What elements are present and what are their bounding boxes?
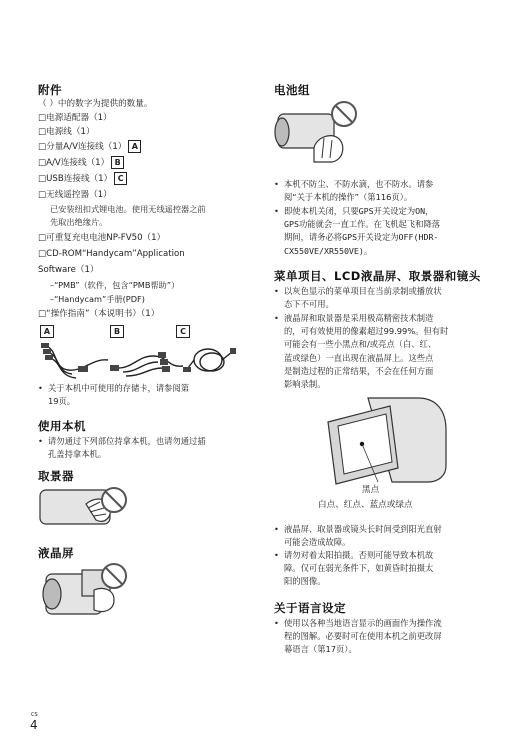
sun-note-1-l2: 可能会造成故障。 [284,537,351,548]
tag-c: C [176,325,190,338]
battery-note-1-l2: 阅“关于本机的操作”（第116页）。 [284,192,413,203]
menu-note-2-l6: 影响录制。 [284,379,326,390]
sun-note-2-l2: 障。仅可在弱光条件下，如黄昏时拍摄太 [284,563,434,574]
use-heading: 使用本机 [38,419,86,433]
language-note-l1: 使用以各种当地语言显示的画面作为操作流 [284,618,442,628]
battery-note-1-l1: 本机不防尘、不防水滴，也不防水。请参 [284,179,434,189]
item-cdrom-2: Software（1） [38,265,99,275]
item-component-cable [38,140,141,155]
page-number: 4 [30,718,38,732]
tag-a-inline: A [128,140,141,153]
menu-note-2-l3: 可能会有一些小黑点和/或亮点（白、红、 [284,339,437,350]
memory-card-note-2: 19页。 [48,396,76,407]
tag-b-inline: B [111,156,124,169]
cables-illustration [38,338,238,384]
sun-note-1-l1: 液晶屏、取景器或镜头长时间受到阳光直射 [284,524,442,534]
item-usb-cable-label: □USB连接线（1） [38,174,113,184]
tag-c-inline: C [114,172,127,185]
item-av-cable-label: □A/V连接线（1） [38,158,110,168]
battery-heading: 电池组 [274,83,310,97]
lcd-grip-illustration [38,560,134,622]
menu-note-2-l2: 的，可有效使用的像素超过99.99%。但有时 [284,326,449,337]
accessories-heading: 附件 [38,83,62,97]
black-dot-label: 黑点 [362,485,380,495]
item-av-cable [38,156,124,171]
viewfinder-grip-illustration [38,484,134,534]
item-component-cable-label: □分量A/V连接线（1） [38,142,127,152]
language-note [274,617,442,657]
menu-note-2 [274,312,448,391]
sun-note-2-l3: 阳的图像。 [284,576,326,587]
battery-grip-illustration [274,98,370,166]
menu-note-2-l5: 是制造过程的正常结果，不会在任何方面 [284,365,434,376]
use-note-1: 请勿通过下列部位持拿本机，也请勿通过插 [48,436,206,446]
language-heading: 关于语言设定 [274,601,346,615]
item-power-cord: □电源线（1） [38,127,95,137]
sun-note-2-l1: 请勿对着太阳拍摄。否则可能导致本机故 [284,550,434,560]
sun-note-2 [274,549,433,589]
item-ac-adaptor: □电源适配器（1） [38,113,112,123]
tag-b: B [110,325,124,338]
tag-a: A [40,325,54,338]
menu-note-1 [274,285,442,311]
menu-note-2-l1: 液晶屏和取景器是采用极高精密技术制造 [284,313,434,323]
menu-note-1-l2: 态下不可用。 [284,299,334,310]
item-operating-guide: □“操作指南”（本说明书）（1） [38,309,160,319]
menu-note-1-l1: 以灰色显示的菜单项目在当前录制或播放状 [284,286,442,296]
item-battery: □可重复充电电池NP-FV50（1） [38,233,166,243]
battery-note-2-l4: CX550VE/XR550VE)。 [284,245,373,256]
battery-note-2-l2: GPS功能就会一直工作。在飞机起飞和降落 [284,219,441,230]
battery-note-2 [274,205,440,258]
item-remote: □无线遥控器（1） [38,190,112,200]
lcd-heading: 液晶屏 [38,546,74,560]
item-remote-note-1: 已安装纽扣式锂电池。使用无线遥控器之前 [50,204,206,214]
language-note-l3: 幕语言（第17页）。 [284,644,357,655]
footer-language-code: CS [31,712,38,718]
battery-note-2-l3: 期间，请务必将GPS开关设定为OFF(HDR- [284,232,439,243]
memory-card-note-1: 关于本机中可使用的存储卡，请参阅第 [48,383,190,393]
item-pmb: –“PMB”（软件，包含“PMB帮助”） [50,280,180,290]
memory-card-note [38,382,189,408]
item-usb-cable [38,172,127,187]
language-note-l2: 程的图解。必要时可在使用本机之前更改屏 [284,631,442,642]
item-handbook: –“Handycam”手册(PDF) [50,294,145,304]
item-remote-note-2: 先取出绝缘片。 [50,217,108,227]
color-dots-label: 白点、红点、蓝点或绿点 [318,500,413,510]
battery-note-2-l1: 即使本机关闭，只要GPS开关设定为ON， [284,206,434,216]
use-note [38,435,206,461]
use-note-2: 孔盖持拿本机。 [48,449,107,460]
battery-note-1 [274,178,433,204]
viewfinder-heading: 取景器 [38,469,74,483]
menu-heading: 菜单项目、LCD液晶屏、取景器和镜头 [274,269,481,283]
sun-note-1 [274,523,442,549]
accessories-intro: （ ）中的数字为提供的数量。 [38,99,153,109]
dot-leader-lines [360,440,390,486]
item-cdrom: □CD-ROM“Handycam”Application [38,249,185,259]
menu-note-2-l4: 蓝或绿色）一直出现在液晶屏上。这些点 [284,352,434,363]
